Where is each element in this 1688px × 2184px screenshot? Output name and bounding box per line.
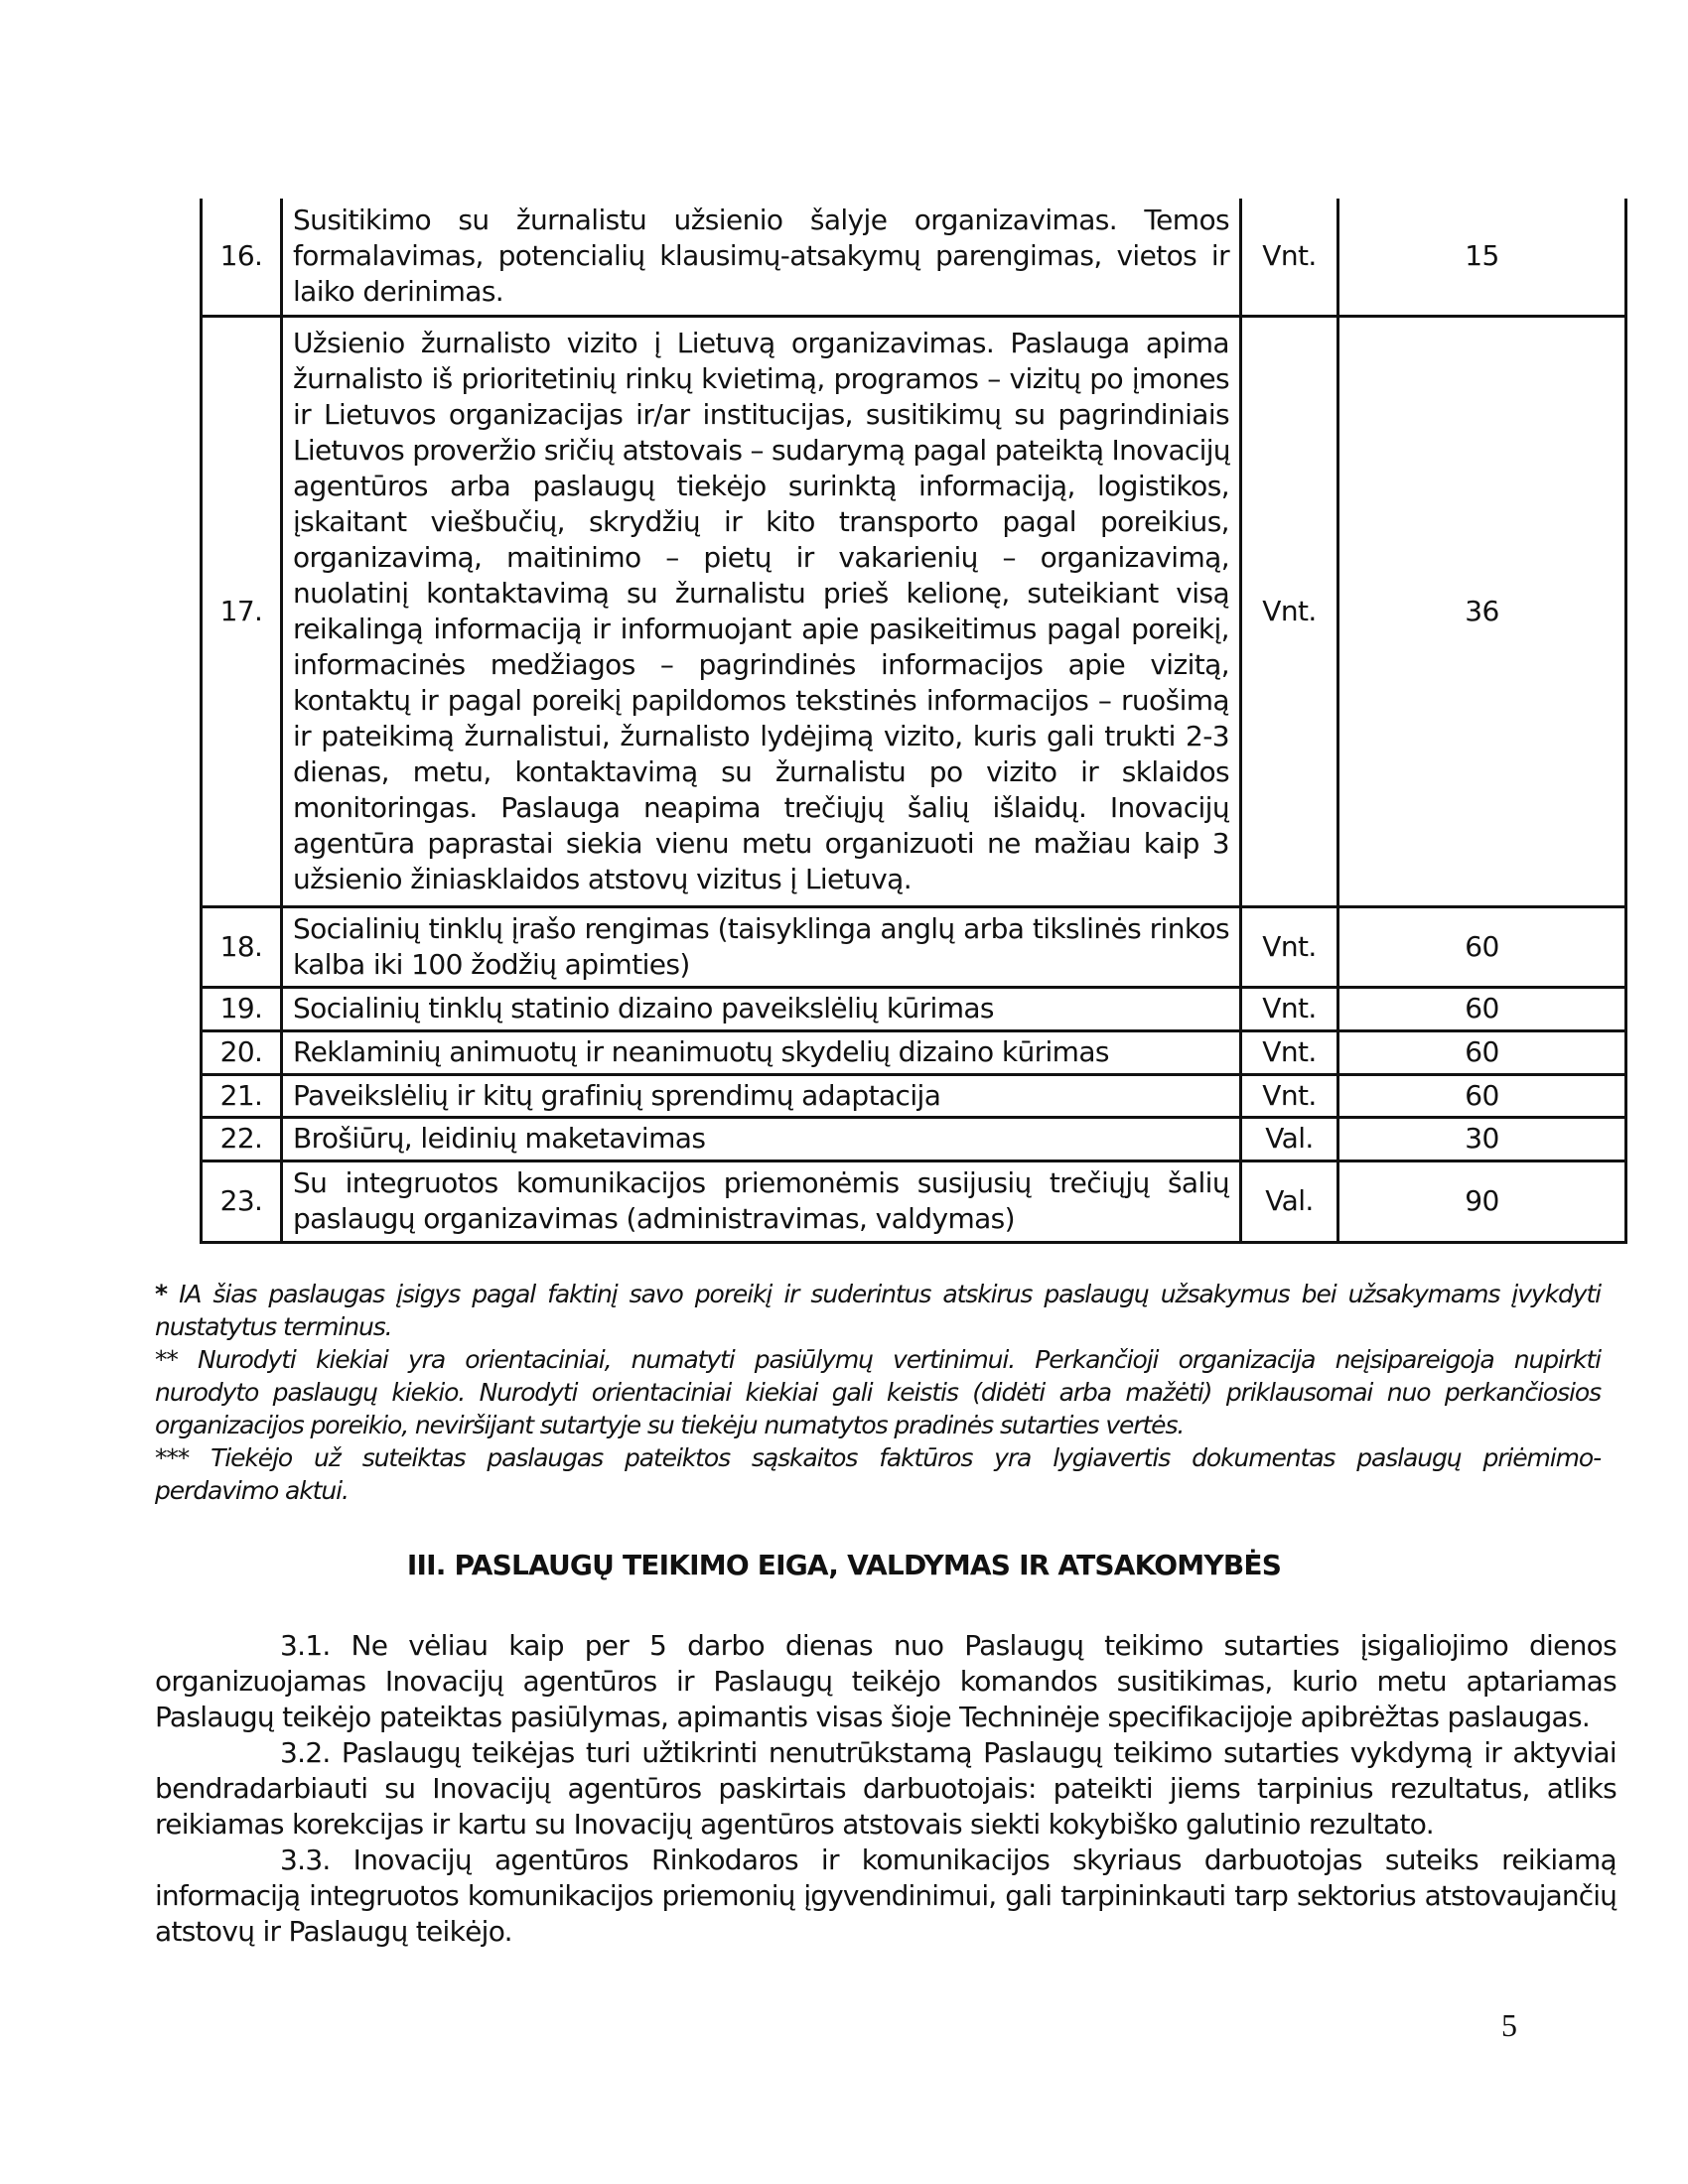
row-description xyxy=(282,199,1241,316)
footnote-text: IA šias paslaugas įsigys pagal faktinį savo poreikį ir suderintus atskirus paslaugų užsakymus bei užsakymams įvykdyti xyxy=(166,1280,1601,1308)
row-description xyxy=(282,906,1241,987)
row-quantity: 90 xyxy=(1338,1160,1626,1242)
row-description xyxy=(282,1160,1241,1242)
footnote-text: nurodyto paslaugų kiekio. Nurodyti orientaciniai kiekiai gali keistis (didėti arba mažėti) priklausomai nuo perkančiosios xyxy=(155,1378,1601,1407)
footnote-text: nustatytus terminus. xyxy=(155,1312,392,1341)
table-row xyxy=(202,1117,1626,1160)
paragraph-line: reikiamas korekcijas ir kartu su Inovacijų agentūros atstovais siekti kokybiško galutinio rezultato. xyxy=(155,1808,1434,1841)
row-quantity: 60 xyxy=(1338,1074,1626,1117)
description-line: dienas, metu, kontaktavimą su žurnalistu po vizito ir sklaidos xyxy=(293,754,1229,788)
paragraph-3-2 xyxy=(155,1735,1617,1843)
description-line: Paveikslėlių ir kitų grafinių sprendimų adaptacija xyxy=(293,1078,941,1112)
row-description xyxy=(282,987,1241,1030)
description-line: Brošiūrų, leidinių maketavimas xyxy=(293,1122,706,1155)
paragraph-line: atstovų ir Paslaugų teikėjo. xyxy=(155,1915,512,1948)
table-row xyxy=(202,199,1626,316)
row-quantity: 36 xyxy=(1338,316,1626,906)
table-row xyxy=(202,906,1626,987)
description-line: laiko derinimas. xyxy=(293,275,504,309)
table-row xyxy=(202,1074,1626,1117)
description-line: Reklaminių animuotų ir neanimuotų skydelių dizaino kūrimas xyxy=(293,1035,1109,1068)
description-line: monitoringas. Paslauga neapima trečiųjų šalių išlaidų. Inovacijų xyxy=(293,790,1229,824)
table-row xyxy=(202,1030,1626,1074)
description-line: Lietuvos proveržio sričių atstovais – sudarymą pagal pateiktą Inovacijų xyxy=(293,433,1230,467)
row-unit: Vnt. xyxy=(1241,1030,1338,1074)
row-number: 17. xyxy=(202,316,282,906)
description-line: ir Lietuvos organizacijas ir/ar institucijas, susitikimų su pagrindiniais xyxy=(293,397,1229,431)
row-unit: Vnt. xyxy=(1241,906,1338,987)
description-line: kalba iki 100 žodžių apimties) xyxy=(293,947,690,981)
paragraph-3-1 xyxy=(155,1628,1617,1735)
row-number: 22. xyxy=(202,1117,282,1160)
description-line: Užsienio žurnalisto vizito į Lietuvą organizavimas. Paslauga apima xyxy=(293,326,1229,359)
paragraph-line: Paslaugų teikėjo pateiktas pasiūlymas, apimantis visas šioje Techninėje specifikacijoje apibrėžtas paslaugas. xyxy=(155,1701,1591,1733)
table-row xyxy=(202,1160,1626,1242)
row-number: 19. xyxy=(202,987,282,1030)
paragraph-line: organizuojamas Inovacijų agentūros ir Paslaugų teikėjo komandos susitikimas, kurio metu aptariamas xyxy=(155,1665,1617,1698)
row-unit: Vnt. xyxy=(1241,987,1338,1030)
row-quantity: 60 xyxy=(1338,1030,1626,1074)
description-line: informacinės medžiagos – pagrindinės informacijos apie vizitą, xyxy=(293,647,1229,681)
description-line: Socialinių tinklų statinio dizaino paveikslėlių kūrimas xyxy=(293,992,994,1024)
paragraph-3-3 xyxy=(155,1843,1617,1950)
row-number: 21. xyxy=(202,1074,282,1117)
description-line: Socialinių tinklų įrašo rengimas (taisyklinga anglų arba tikslinės rinkos xyxy=(293,911,1229,945)
row-unit: Val. xyxy=(1241,1160,1338,1242)
footnotes xyxy=(155,1278,1601,1507)
row-quantity: 15 xyxy=(1338,199,1626,316)
row-quantity: 30 xyxy=(1338,1117,1626,1160)
footnote-marker: * xyxy=(155,1280,167,1308)
description-line: užsienio žiniasklaidos atstovų vizitus į Lietuvą. xyxy=(293,862,912,895)
paragraph-line: bendradarbiauti su Inovacijų agentūros paskirtais darbuotojais: pateikti jiems tarpinius rezultatus, atliks xyxy=(155,1772,1617,1805)
row-number: 18. xyxy=(202,906,282,987)
description-line: Susitikimo su žurnalistu užsienio šalyje organizavimas. Temos xyxy=(293,204,1229,237)
row-unit: Vnt. xyxy=(1241,1074,1338,1117)
footnote-text: perdavimo aktui. xyxy=(155,1476,349,1505)
paragraph-line: 3.3. Inovacijų agentūros Rinkodaros ir komunikacijos skyriaus darbuotojas suteiks reikiamą xyxy=(280,1843,1617,1876)
footnote-3: *** Tiekėjo už suteiktas paslaugas pateiktos sąskaitos faktūros yra lygiavertis dokumentas paslaugų priėmimo- xyxy=(155,1443,1601,1472)
table-row xyxy=(202,316,1626,906)
row-description xyxy=(282,1117,1241,1160)
footnote-2: ** Nurodyti kiekiai yra orientaciniai, numatyti pasiūlymų vertinimui. Perkančioji organizacija neįsipareigoja nupirkti xyxy=(155,1345,1601,1374)
description-line: žurnalisto iš prioritetinių rinkų kvietimą, programos – vizitų po įmones xyxy=(293,361,1229,395)
row-unit: Vnt. xyxy=(1241,316,1338,906)
section-heading: III. PASLAUGŲ TEIKIMO EIGA, VALDYMAS IR ATSAKOMYBĖS xyxy=(406,1549,1282,1581)
row-number: 20. xyxy=(202,1030,282,1074)
paragraph-line: 3.1. Ne vėliau kaip per 5 darbo dienas nuo Paslaugų teikimo sutarties įsigaliojimo dienos xyxy=(280,1629,1617,1662)
row-unit: Val. xyxy=(1241,1117,1338,1160)
page-number: 5 xyxy=(1501,2007,1517,2043)
description-line: agentūros arba paslaugų tiekėjo surinktą informaciją, logistikos, xyxy=(293,469,1229,502)
row-description xyxy=(282,316,1241,906)
description-line: ir pateikimą žurnalistui, žurnalisto lydėjimą vizito, kuris gali trukti 2-3 xyxy=(293,719,1229,752)
description-line: agentūra paprastai siekia vienu metu organizuoti ne mažiau kaip 3 xyxy=(293,826,1229,860)
footnote-1 xyxy=(155,1278,1601,1310)
description-line: įskaitant viešbučių, skrydžių ir kito transporto pagal poreikius, xyxy=(293,504,1229,538)
footnote-text: organizacijos poreikio, neviršijant sutartyje su tiekėju numatytos pradinės sutarties vertės. xyxy=(155,1411,1185,1439)
row-unit: Vnt. xyxy=(1241,199,1338,316)
paragraph-line: informaciją integruotos komunikacijos priemonių įgyvendinimui, gali tarpininkauti tarp sektorius atstovaujančių xyxy=(155,1879,1617,1912)
description-line: paslaugų organizavimas (administravimas, valdymas) xyxy=(293,1202,1015,1235)
services-table xyxy=(200,199,1627,1244)
row-number: 23. xyxy=(202,1160,282,1242)
table-row xyxy=(202,987,1626,1030)
description-line: reikalingą informaciją ir informuojant apie pasikeitimus pagal poreikį, xyxy=(293,612,1229,645)
description-line: nuolatinį kontaktavimą su žurnalistu prieš kelionę, suteikiant visą xyxy=(293,576,1229,610)
description-line: kontaktų ir pagal poreikį papildomos tekstinės informacijos – ruošimą xyxy=(293,683,1229,717)
row-quantity: 60 xyxy=(1338,906,1626,987)
description-line: Su integruotos komunikacijos priemonėmis susijusių trečiųjų šalių xyxy=(293,1166,1229,1199)
row-number: 16. xyxy=(202,199,282,316)
row-quantity: 60 xyxy=(1338,987,1626,1030)
paragraph-line: 3.2. Paslaugų teikėjas turi užtikrinti nenutrūkstamą Paslaugų teikimo sutarties vykdymą ir aktyviai xyxy=(280,1736,1617,1769)
description-line: organizavimą, maitinimo – pietų ir vakarienių – organizavimą, xyxy=(293,540,1229,574)
row-description xyxy=(282,1074,1241,1117)
row-description xyxy=(282,1030,1241,1074)
description-line: formalavimas, potencialių klausimų-atsakymų parengimas, vietos ir xyxy=(293,239,1229,273)
